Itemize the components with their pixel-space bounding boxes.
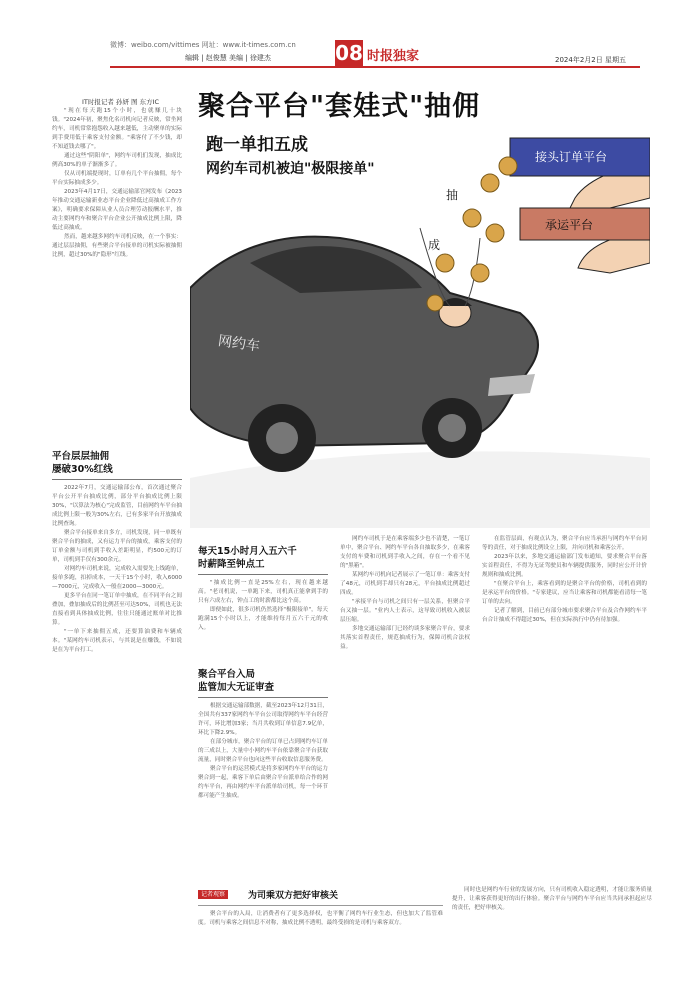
body-paragraph: 在部分城市，聚合平台的订单已占到网约车订单的三成以上，大量中小网约车平台依靠聚合平台获取流量，同时聚合平台也向这些平台收取信息服务费。 <box>198 739 328 763</box>
section-1-title-2: 屡破30%红线 <box>52 464 113 475</box>
body-paragraph: 网约车司机于是在乘客端多少也不清楚，一笔订单中，聚合平台、网约车平台各自抽取多少，在乘客支付的车费和司机到手收入之间，存在一个看不见的"黑箱"。 <box>340 536 470 569</box>
body-paragraph: 某网约车司机向记者展示了一笔订单：乘客支付了48元，司机到手却只有28元，平台抽成比例超过四成。 <box>340 572 470 596</box>
section-rule <box>198 574 328 575</box>
body-paragraph: 聚合平台的入局，让消费者有了更多选择权，也平衡了网约车行业生态，但也加大了监管难度。司机与乘客之间信息不对称，抽成比例不透明，最终受损的是司机与乘客双方。 <box>198 911 443 926</box>
body-paragraph: 同时也是网约车行业的发展方向，只有司机收入稳定透明，才能让服务质量提升，让乘客获得更好的出行体验。聚合平台与网约车平台应当共同承担起应尽的责任，把好审核关。 <box>452 887 652 911</box>
body-paragraph: 聚合平台的运营模式是将多家网约车平台的运力聚合到一起，乘客下单后由聚合平台派单给合作的网约车平台，再由网约车平台派单给司机，每一个环节都可能产生抽成。 <box>198 766 328 799</box>
commentary-continued <box>452 886 652 913</box>
section-rule <box>52 479 182 480</box>
sign-top-label: 接头订单平台 <box>535 150 608 164</box>
commentary-title: 为司乘双方把好审核关 <box>248 891 339 901</box>
website-line: 微博：weibo.com/vittimes 网址：www.it-times.com.cn <box>110 41 296 49</box>
lead-paragraph: 仅从司机端提现时，订单有几个平台抽佣，每个平台实际抽成多少。 <box>52 171 182 186</box>
lead-paragraph: 然而，越来越多网约车司机反映，在一个事实：通过层层抽佣，有些聚合平台接单的司机实际被抽佣比例，超过30%的"隐形"红线。 <box>52 234 182 258</box>
lead-paragraph: "现在每天跑15个小时，也就赚几十块钱。"2024年初，聚焦化名司机向记者反映，常坐网约车，司机常常抱怨收入越来越低，主动聚单的实际到手费用低于乘客支付金额。"乘客付了不少钱，却不知道钱去哪了"。 <box>52 108 182 150</box>
body-paragraph: "一单下来抽佣五成，还要算油费和车辆成本。"某网约车司机表示，与其说是在赚钱，不如说是在为平台打工。 <box>52 629 182 653</box>
section-2-title-2: 时薪降至钟点工 <box>198 559 265 570</box>
editors-line: 编辑 | 赵俊慧 美编 | 徐建杰 <box>185 54 271 62</box>
body-paragraph: 2023年以来，多地交通运输部门发布通知，要求聚合平台落实首程责任，不得为无证驾驶员和车辆提供服务，同时应公开计价规则和抽成比例。 <box>482 554 647 578</box>
section-rule <box>198 697 328 698</box>
body-paragraph: "承接平台与司机之间只有一层关系，但聚合平台又抽一层。"业内人士表示，这导致司机收入被层层压缩。 <box>340 599 470 623</box>
issue-date: 2024年2月2日 星期五 <box>555 56 626 64</box>
section-5 <box>482 535 647 625</box>
hero-illustration <box>190 78 650 528</box>
page-header <box>0 0 700 75</box>
section-3-title-1: 聚合平台入局 <box>198 669 256 680</box>
hero-headline: 聚合平台"套娃式"抽佣 <box>198 91 481 122</box>
hero-subheadline-1: 跑一单扣五成 <box>206 135 308 155</box>
commentary-rule <box>198 905 443 906</box>
commentary-body <box>198 910 443 928</box>
car-hub-rear <box>266 422 298 454</box>
body-paragraph: 更多平台在同一笔订单中抽成，在不同平台之间叠加，叠加抽成后的比例甚至可达50%，司机也无法直接看到具体抽成比例，往往只能通过账单对比推算。 <box>52 593 182 626</box>
body-paragraph: 即便如此，很多司机仍然选择"极限接单"，每天跑满15个小时以上，才能维持每月五六千元的收入。 <box>198 607 328 631</box>
body-paragraph: 根据交通运输部数据，截至2023年12月31日，全国共有337家网约车平台公司取得网约车平台经营许可，环比增加3家；当月共收到订单信息7.9亿单，环比下降2.9%。 <box>198 703 328 736</box>
column-title: 时报独家 <box>367 49 420 64</box>
car-hub-front <box>438 414 466 442</box>
section-3-title-2: 监管加大无证审查 <box>198 682 275 693</box>
section-2 <box>198 545 328 633</box>
body-paragraph: "抽成比例一直是25%左右，现在越来越高。"老司机说，一单跑下来，司机真正能拿到手的只有六成左右，钟点工的时薪都比这个高。 <box>198 580 328 604</box>
lead-column <box>52 107 182 260</box>
body-paragraph: "在聚合平台上，乘客看到的是聚合平台的价格，司机看到的是承运平台的价格。"专家建议，应当让乘客和司机都能看清每一笔订单的去向。 <box>482 581 647 605</box>
body-paragraph: 2022年7月，交通运输部公布，首次通过聚合平台公开平台抽成比例，部分平台抽成比例上限30%，"以算法为核心"完成监管，目前网约车平台抽成比例上限一般为30%左右，已有多家平台开放抽成比例查询。 <box>52 485 182 527</box>
page-number: 08 <box>335 41 363 65</box>
sign-bottom-label: 承运平台 <box>545 218 594 232</box>
commentary-tag: 记者观察 <box>198 890 228 899</box>
byline: IT时报记者 孙妍 图 东方IC <box>82 98 160 106</box>
lead-paragraph: 通过这些"阴阳单"，网约车司机们发现，抽成比例高30%的单子渐渐多了。 <box>52 153 182 168</box>
section-1 <box>52 450 182 655</box>
section-1-title-1: 平台层层抽佣 <box>52 451 110 462</box>
cartoon-char-2: 成 <box>428 238 441 252</box>
body-paragraph: 在监管层面，有观点认为，聚合平台应当承担与网约车平台同等的责任，对于抽成比例设立上限，并向司机和乘客公开。 <box>482 536 647 551</box>
lead-paragraph: 2023年4月17日，交通运输部官网发布《2023年推动交通运输新业态平台企业降低过高抽成工作方案》，明确要求保障从业人员合理劳动报酬水平，推动主要网约车和聚合平台企业公开抽成比例上限，降低过高抽成。 <box>52 189 182 231</box>
header-rule <box>110 66 640 68</box>
body-paragraph: 记者了解到，目前已有部分城市要求聚合平台及合作网约车平台合计抽成不得超过30%，但在实际执行中仍有待加强。 <box>482 608 647 623</box>
commentary-header <box>198 887 438 902</box>
cartoon-char-1: 抽 <box>446 188 459 202</box>
car-label: 网约车 <box>216 333 261 355</box>
body-paragraph: 对网约车司机来说，完成收入需要先上线跑单，接单多跑，扣掉成本，一天干15个小时，收入6000—7000元，完成收入一般在2000—3000元。 <box>52 566 182 590</box>
section-4 <box>340 535 470 652</box>
section-2-title-1: 每天15小时月入五六千 <box>198 546 297 557</box>
body-paragraph: 多地交通运输部门已经约谈多家聚合平台，要求其落实首程责任，规范抽成行为，保障司机合法权益。 <box>340 626 470 650</box>
body-paragraph: 聚合平台接单来自多方，司机发现，同一单既有聚合平台的抽成，又有运力平台的抽成，乘客支付的订单金额与司机到手收入差距明显，约500元的订单，司机到手仅有300余元。 <box>52 530 182 563</box>
section-3 <box>198 668 328 801</box>
hero-subheadline-2: 网约车司机被迫"极限接单" <box>206 161 375 177</box>
